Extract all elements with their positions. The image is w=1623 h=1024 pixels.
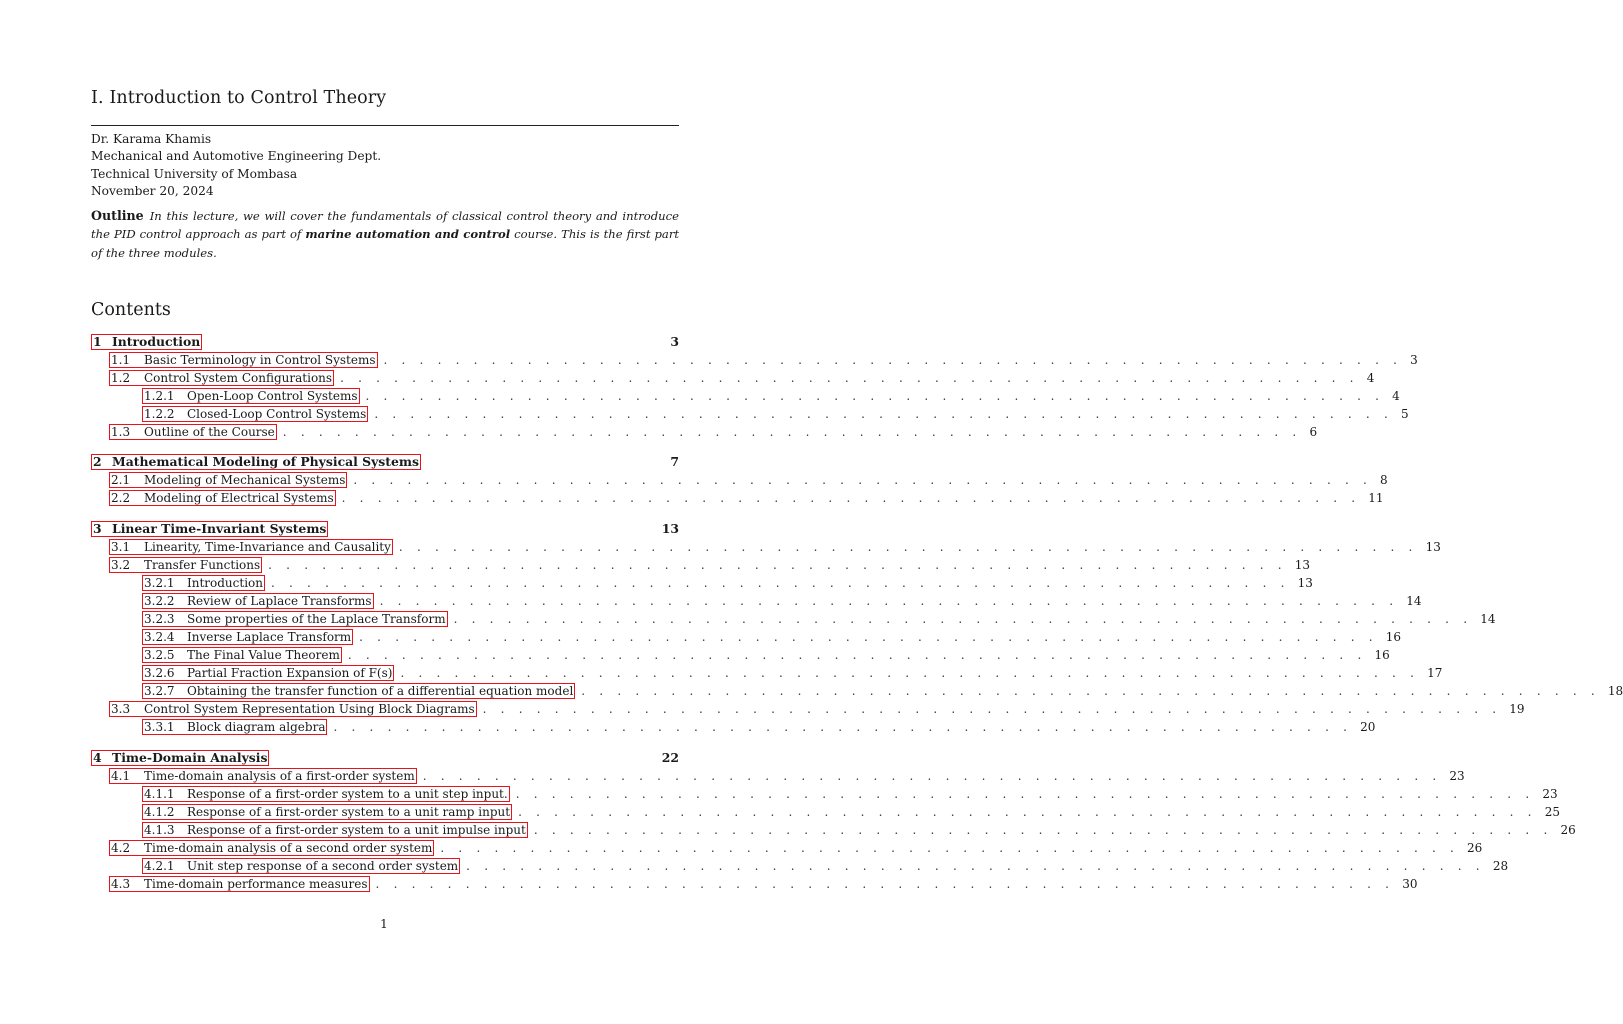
toc-entry-2-1 bbox=[91, 472, 1388, 490]
toc-link[interactable] bbox=[142, 388, 360, 404]
author-name: Dr. Karama Khamis bbox=[91, 132, 212, 146]
dot-leader: . . . . . . . . . . . . . . . . . . . . . . . . . . . . . . . . . . . . . . . . . . . . . . . . . . . . . . . . . bbox=[466, 859, 1485, 873]
toc-title: Open-Loop Control Systems bbox=[187, 389, 358, 403]
toc-page: 3 bbox=[1410, 353, 1418, 367]
toc-number: 3.2.7 bbox=[144, 684, 175, 698]
toc-title: Linear Time-Invariant Systems bbox=[112, 521, 327, 536]
toc-page: 22 bbox=[661, 750, 679, 765]
toc-number: 3.2 bbox=[111, 558, 131, 572]
toc-page: 14 bbox=[1480, 612, 1496, 626]
toc-entry-3-2-3 bbox=[91, 611, 1496, 629]
toc-link[interactable] bbox=[109, 876, 370, 892]
toc-number: 3 bbox=[93, 521, 102, 536]
toc-number: 4.2.1 bbox=[144, 859, 175, 873]
outline-text-2: course. This is the first part of the three modules. bbox=[91, 227, 680, 260]
toc-entry-1-1 bbox=[91, 352, 1418, 370]
dot-leader: . . . . . . . . . . . . . . . . . . . . . . . . . . . . . . . . . . . . . . . . . . . . . . . . . . . . . . . . . bbox=[340, 371, 1359, 385]
toc-title: Unit step response of a second order system bbox=[187, 859, 459, 873]
toc-entry-4-1-2 bbox=[91, 804, 1560, 822]
toc-link[interactable] bbox=[142, 786, 510, 802]
dot-leader: . . . . . . . . . . . . . . . . . . . . . . . . . . . . . . . . . . . . . . . . . . . . . . . . . . . . . . . . . bbox=[282, 425, 1302, 439]
toc-title: Obtaining the transfer function of a differential equation model bbox=[187, 684, 574, 698]
toc-entry-4-1 bbox=[91, 768, 1465, 786]
toc-link[interactable] bbox=[91, 454, 421, 470]
toc-page: 8 bbox=[1380, 473, 1388, 487]
dot-leader: . . . . . . . . . . . . . . . . . . . . . . . . . . . . . . . . . . . . . . . . . . . . . . . . . . . . . . . . . bbox=[333, 720, 1353, 734]
dot-leader: . . . . . . . . . . . . . . . . . . . . . . . . . . . . . . . . . . . . . . . . . . . . . . . . . . . . . . . . . bbox=[533, 823, 1553, 837]
toc-entry-3-1 bbox=[91, 539, 1441, 557]
toc-title: Introduction bbox=[112, 334, 201, 349]
toc-link[interactable] bbox=[109, 701, 477, 717]
toc-entry-3-2-4 bbox=[91, 629, 1402, 647]
toc-title: Response of a first-order system to a unit step input. bbox=[187, 787, 508, 801]
toc-page: 25 bbox=[1544, 805, 1560, 819]
toc-link[interactable] bbox=[142, 683, 575, 699]
toc-link[interactable] bbox=[109, 424, 277, 440]
toc-link[interactable] bbox=[109, 840, 434, 856]
dot-leader: . . . . . . . . . . . . . . . . . . . . . . . . . . . . . . . . . . . . . . . . . . . . . . . . . . . . . . . . . bbox=[581, 684, 1600, 698]
toc-page: 17 bbox=[1427, 666, 1443, 680]
dot-leader: . . . . . . . . . . . . . . . . . . . . . . . . . . . . . . . . . . . . . . . . . . . . . . . . . . . . . . . . . bbox=[374, 407, 1393, 421]
toc-page: 30 bbox=[1402, 877, 1418, 891]
toc-entry-3-2 bbox=[91, 557, 1311, 575]
toc-link[interactable] bbox=[109, 490, 336, 506]
toc-title: The Final Value Theorem bbox=[187, 648, 340, 662]
document-date: November 20, 2024 bbox=[91, 183, 214, 198]
outline-course-name: marine automation and control bbox=[305, 227, 511, 242]
toc-link[interactable] bbox=[142, 647, 342, 663]
dot-leader: . . . . . . . . . . . . . . . . . . . . . . . . . . . . . . . . . . . . . . . . . . . . . . . . . . . . . . . . . bbox=[482, 702, 1502, 716]
toc-link[interactable] bbox=[142, 665, 394, 681]
author-university: Technical University of Mombasa bbox=[91, 166, 298, 181]
toc-number: 4.1 bbox=[111, 769, 131, 783]
dot-leader: . . . . . . . . . . . . . . . . . . . . . . . . . . . . . . . . . . . . . . . . . . . . . . . . . . . . . . . . . bbox=[359, 630, 1378, 644]
toc-page: 23 bbox=[1542, 787, 1558, 801]
toc-entry-3-2-1 bbox=[91, 575, 1313, 593]
toc-section-4 bbox=[91, 750, 679, 768]
toc-link[interactable] bbox=[109, 472, 347, 488]
title-rule bbox=[91, 125, 679, 126]
toc-number: 3.2.2 bbox=[144, 594, 175, 608]
dot-leader: . . . . . . . . . . . . . . . . . . . . . . . . . . . . . . . . . . . . . . . . . . . . . . . . . . . . . . . . . bbox=[398, 540, 1418, 554]
toc-title: Transfer Functions bbox=[144, 558, 261, 572]
dot-leader: . . . . . . . . . . . . . . . . . . . . . . . . . . . . . . . . . . . . . . . . . . . . . . . . . . . . . . . . . bbox=[453, 612, 1473, 626]
dot-leader: . . . . . . . . . . . . . . . . . . . . . . . . . . . . . . . . . . . . . . . . . . . . . . . . . . . . . . . . . bbox=[400, 666, 1420, 680]
toc-link[interactable] bbox=[142, 406, 368, 422]
toc-page: 4 bbox=[1392, 389, 1400, 403]
toc-number: 3.2.6 bbox=[144, 666, 175, 680]
toc-entry-3-2-2 bbox=[91, 593, 1422, 611]
author-block bbox=[91, 131, 381, 200]
toc-title: Time-domain performance measures bbox=[144, 877, 368, 891]
toc-link[interactable] bbox=[142, 593, 374, 609]
toc-title: Basic Terminology in Control Systems bbox=[144, 353, 376, 367]
toc-title: Partial Fraction Expansion of F(s) bbox=[187, 666, 393, 680]
toc-page: 16 bbox=[1385, 630, 1402, 644]
dot-leader: . . . . . . . . . . . . . . . . . . . . . . . . . . . . . . . . . . . . . . . . . . . . . . . . . . . . . . . . . bbox=[353, 473, 1373, 487]
toc-page: 13 bbox=[1294, 558, 1311, 572]
toc-number: 1.3 bbox=[111, 425, 131, 439]
toc-title: Control System Configurations bbox=[144, 371, 333, 385]
dot-leader: . . . . . . . . . . . . . . . . . . . . . . . . . . . . . . . . . . . . . . . . . . . . . . . . . . . . . . . . . bbox=[518, 805, 1537, 819]
dot-leader: . . . . . . . . . . . . . . . . . . . . . . . . . . . . . . . . . . . . . . . . . . . . . . . . . . . . . . . . . bbox=[375, 877, 1395, 891]
toc-page: 7 bbox=[670, 454, 679, 469]
toc-number: 2.1 bbox=[111, 473, 131, 487]
toc-number: 1.2.2 bbox=[144, 407, 175, 421]
toc-link[interactable] bbox=[142, 629, 353, 645]
toc-title: Control System Representation Using Block Diagrams bbox=[144, 702, 475, 716]
toc-link[interactable] bbox=[142, 575, 265, 591]
toc-page: 6 bbox=[1309, 425, 1318, 439]
toc-entry-1-2 bbox=[91, 370, 1375, 388]
toc-number: 3.2.4 bbox=[144, 630, 175, 644]
toc-link[interactable] bbox=[142, 858, 460, 874]
toc-page: 13 bbox=[1297, 576, 1313, 590]
toc-title: Outline of the Course bbox=[144, 425, 275, 439]
contents-heading: Contents bbox=[91, 300, 171, 320]
toc-entry-4-1-1 bbox=[91, 786, 1558, 804]
toc-entry-4-1-3 bbox=[91, 822, 1576, 840]
toc-number: 1.1 bbox=[111, 353, 131, 367]
dot-leader: . . . . . . . . . . . . . . . . . . . . . . . . . . . . . . . . . . . . . . . . . . . . . . . . . . . . . . . . . bbox=[347, 648, 1367, 662]
toc-page: 4 bbox=[1366, 371, 1375, 385]
dot-leader: . . . . . . . . . . . . . . . . . . . . . . . . . . . . . . . . . . . . . . . . . . . . . . . . . . . . . . . . . bbox=[365, 389, 1385, 403]
toc-page: 3 bbox=[670, 334, 679, 349]
toc-page: 20 bbox=[1360, 720, 1376, 734]
toc-entry-1-2-2 bbox=[91, 406, 1409, 424]
toc-number: 2 bbox=[93, 454, 102, 469]
toc-title: Linearity, Time-Invariance and Causality bbox=[144, 540, 391, 554]
toc-link[interactable] bbox=[142, 719, 327, 735]
toc-number: 1.2.1 bbox=[144, 389, 175, 403]
outline-label: Outline bbox=[91, 208, 144, 223]
toc-title: Response of a first-order system to a unit ramp input bbox=[187, 805, 511, 819]
toc-link[interactable] bbox=[91, 521, 328, 537]
dot-leader: . . . . . . . . . . . . . . . . . . . . . . . . . . . . . . . . . . . . . . . . . . . . . . . . . . . . . . . . . bbox=[440, 841, 1460, 855]
toc-number: 3.3 bbox=[111, 702, 131, 716]
toc-number: 4.1.1 bbox=[144, 787, 175, 801]
dot-leader: . . . . . . . . . . . . . . . . . . . . . . . . . . . . . . . . . . . . . . . . . . . . . . . . . . . . . . . . . bbox=[515, 787, 1535, 801]
toc-page: 26 bbox=[1560, 823, 1576, 837]
toc-title: Review of Laplace Transforms bbox=[187, 594, 372, 608]
toc-link[interactable] bbox=[142, 804, 512, 820]
dot-leader: . . . . . . . . . . . . . . . . . . . . . . . . . . . . . . . . . . . . . . . . . . . . . . . . . . . . . . . . . bbox=[383, 353, 1403, 367]
toc-page: 16 bbox=[1374, 648, 1390, 662]
toc-link[interactable] bbox=[109, 539, 393, 555]
toc-title: Time-domain analysis of a second order system bbox=[144, 841, 433, 855]
toc-number: 4.2 bbox=[111, 841, 131, 855]
dot-leader: . . . . . . . . . . . . . . . . . . . . . . . . . . . . . . . . . . . . . . . . . . . . . . . . . . . . . . . . . bbox=[268, 558, 1287, 572]
outline-text-1: In this lecture, we will cover the fundamentals of classical control theory and introduce the PID control approach as part of bbox=[91, 209, 679, 242]
toc-page: 5 bbox=[1400, 407, 1409, 421]
toc-link[interactable] bbox=[91, 750, 269, 766]
toc-entry-3-2-5 bbox=[91, 647, 1390, 665]
toc-entry-2-2 bbox=[91, 490, 1384, 508]
toc-number: 4 bbox=[93, 750, 102, 765]
toc-page: 14 bbox=[1406, 594, 1422, 608]
toc-entry-4-2 bbox=[91, 840, 1483, 858]
toc-entry-1-2-1 bbox=[91, 388, 1400, 406]
toc-number: 3.2.1 bbox=[144, 576, 175, 590]
toc-title: Modeling of Mechanical Systems bbox=[144, 473, 346, 487]
toc-number: 4.1.3 bbox=[144, 823, 175, 837]
toc-title: Some properties of the Laplace Transform bbox=[187, 612, 446, 626]
document-title: I. Introduction to Control Theory bbox=[91, 88, 387, 108]
toc-title: Inverse Laplace Transform bbox=[187, 630, 352, 644]
toc-title: Time-domain analysis of a first-order system bbox=[144, 769, 415, 783]
toc-entry-3-3-1 bbox=[91, 719, 1376, 737]
toc-number: 2.2 bbox=[111, 491, 131, 505]
toc-link[interactable] bbox=[109, 557, 262, 573]
toc-page: 19 bbox=[1509, 702, 1525, 716]
dot-leader: . . . . . . . . . . . . . . . . . . . . . . . . . . . . . . . . . . . . . . . . . . . . . . . . . . . . . . . . . bbox=[379, 594, 1399, 608]
toc-page: 23 bbox=[1449, 769, 1465, 783]
toc-number: 3.1 bbox=[111, 540, 131, 554]
toc-title: Mathematical Modeling of Physical Systems bbox=[112, 454, 419, 469]
toc-number: 3.3.1 bbox=[144, 720, 175, 734]
toc-entry-4-3 bbox=[91, 876, 1418, 894]
toc-title: Modeling of Electrical Systems bbox=[144, 491, 334, 505]
toc-section-3 bbox=[91, 521, 679, 539]
toc-page: 18 bbox=[1607, 684, 1623, 698]
toc-page: 13 bbox=[661, 521, 679, 536]
toc-number: 4.3 bbox=[111, 877, 131, 891]
toc-number: 3.2.5 bbox=[144, 648, 175, 662]
toc-link[interactable] bbox=[91, 334, 202, 350]
toc-entry-4-2-1 bbox=[91, 858, 1509, 876]
toc-number: 3.2.3 bbox=[144, 612, 175, 626]
toc-page: 26 bbox=[1467, 841, 1483, 855]
dot-leader: . . . . . . . . . . . . . . . . . . . . . . . . . . . . . . . . . . . . . . . . . . . . . . . . . . . . . . . . . bbox=[341, 491, 1361, 505]
page-number: 1 bbox=[380, 917, 388, 931]
toc-number: 4.1.2 bbox=[144, 805, 175, 819]
toc-title: Introduction bbox=[187, 576, 263, 590]
toc-title: Closed-Loop Control Systems bbox=[187, 407, 367, 421]
dot-leader: . . . . . . . . . . . . . . . . . . . . . . . . . . . . . . . . . . . . . . . . . . . . . . . . . . . . . . . . . bbox=[422, 769, 1442, 783]
toc-number: 1 bbox=[93, 334, 102, 349]
outline-paragraph bbox=[91, 207, 679, 262]
toc-entry-1-3 bbox=[91, 424, 1318, 442]
toc-link[interactable] bbox=[109, 768, 417, 784]
toc-section-1 bbox=[91, 334, 679, 352]
toc-page: 11 bbox=[1368, 491, 1384, 505]
toc-title: Response of a first-order system to a unit impulse input bbox=[187, 823, 526, 837]
dot-leader: . . . . . . . . . . . . . . . . . . . . . . . . . . . . . . . . . . . . . . . . . . . . . . . . . . . . . . . . . bbox=[271, 576, 1290, 590]
toc-link[interactable] bbox=[109, 352, 378, 368]
toc-number: 1.2 bbox=[111, 371, 131, 385]
toc-link[interactable] bbox=[142, 611, 448, 627]
toc-link[interactable] bbox=[109, 370, 334, 386]
toc-entry-3-2-6 bbox=[91, 665, 1443, 683]
toc-page: 28 bbox=[1492, 859, 1509, 873]
toc-title: Block diagram algebra bbox=[187, 720, 326, 734]
toc-page: 13 bbox=[1425, 540, 1441, 554]
toc-section-2 bbox=[91, 454, 679, 472]
toc-entry-3-3 bbox=[91, 701, 1525, 719]
author-department: Mechanical and Automotive Engineering Dept. bbox=[91, 149, 382, 164]
toc-link[interactable] bbox=[142, 822, 528, 838]
toc-title: Time-Domain Analysis bbox=[112, 750, 268, 765]
toc-entry-3-2-7 bbox=[91, 683, 1623, 701]
